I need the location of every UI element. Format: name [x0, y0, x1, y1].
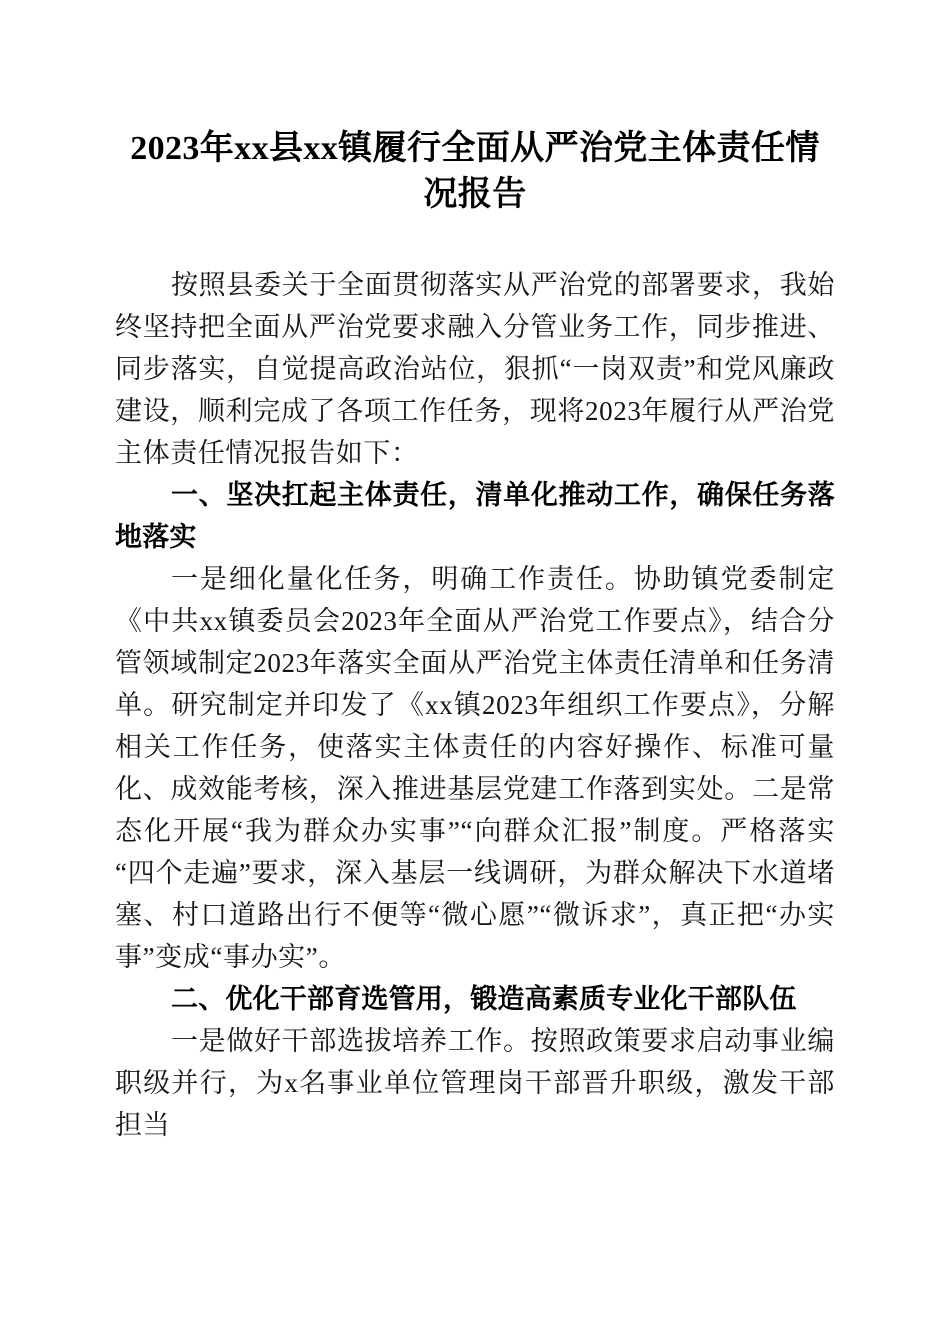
section-1-paragraph: 一是细化量化任务，明确工作责任。协助镇党委制定《中共xx镇委员会2023年全面从严治党工作要点》，结合分管领域制定2023年落实全面从严治党主体责任清单和任务清单。研究制定并印发了《xx镇2023年组织工作要点》，分解相关工作任务，使落实主体责任的内容好操作、标准可量化、成效能考核，深入推进基层党建工作落到实处。二是常态化开展“我为群众办实事”“向群众汇报”制度。严格落实“四个走遍”要求，深入基层一线调研，为群众解决下水道堵塞、村口道路出行不便等“微心愿”“微诉求”，真正把“办实事”变成“事办实”。	[115, 564, 835, 972]
section-heading-2: 二、优化干部育选管用，锻造高素质专业化干部队伍	[171, 984, 797, 1014]
document-content	[115, 0, 835, 1146]
section-2-paragraph: 一是做好干部选拔培养工作。按照政策要求启动事业编职级并行，为x名事业单位管理岗干部晋升职级，激发干部担当	[115, 1026, 835, 1140]
page-title: 2023年xx县xx镇履行全面从严治党主体责任情况报告	[130, 130, 820, 213]
title-body-spacer	[115, 218, 835, 264]
section-heading-1: 一、坚决扛起主体责任，清单化推动工作，确保任务落地落实	[115, 480, 835, 552]
intro-paragraph: 按照县委关于全面贯彻落实从严治党的部署要求，我始终坚持把全面从严治党要求融入分管业务工作，同步推进、同步落实，自觉提高政治站位，狠抓“一岗双责”和党风廉政建设，顺利完成了各项工作任务，现将2023年履行从严治党主体责任情况报告如下：	[115, 270, 835, 468]
